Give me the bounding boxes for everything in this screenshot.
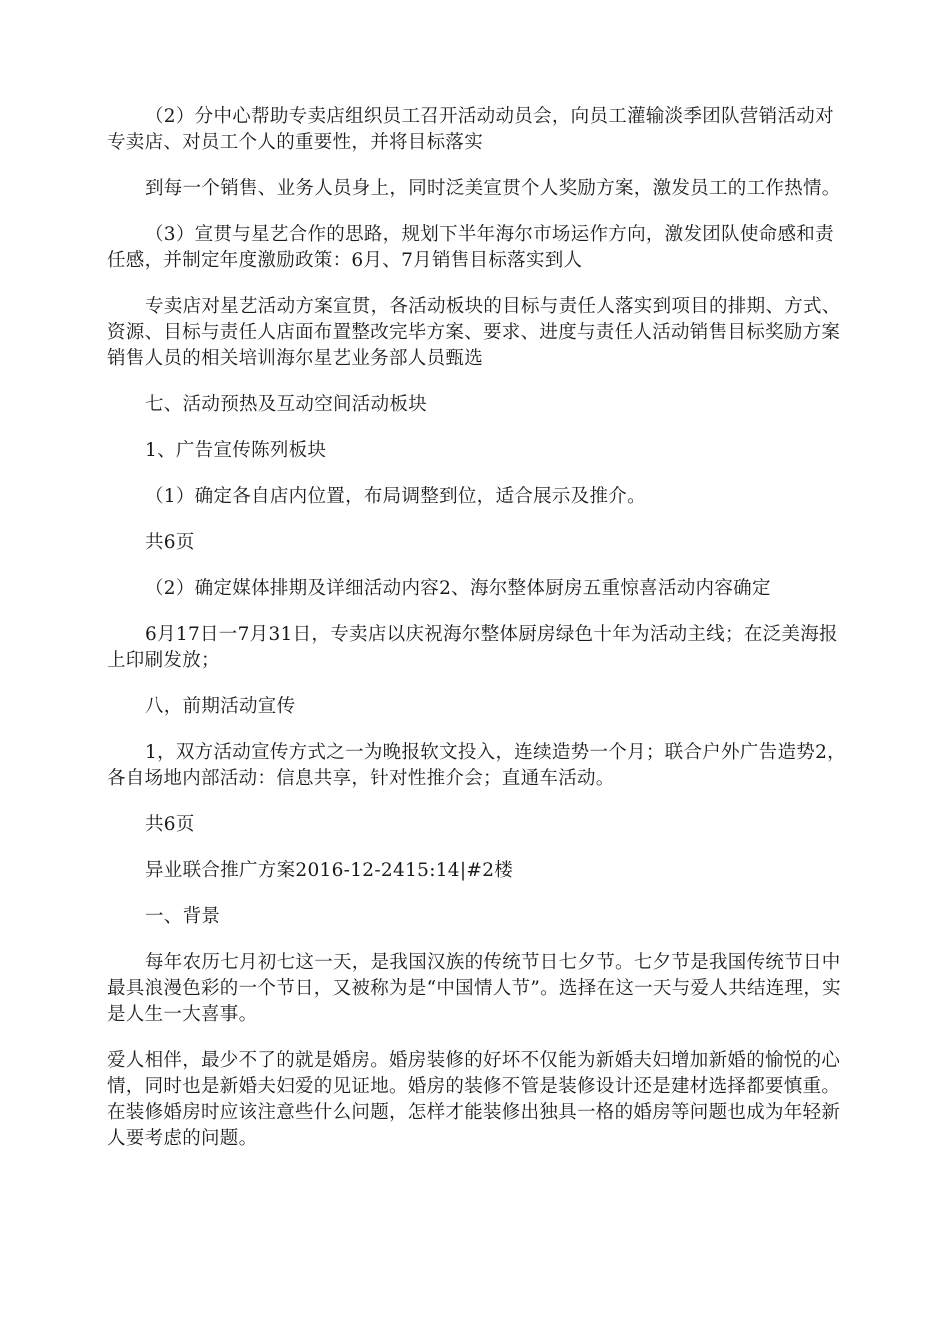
paragraph-17: 爱人相伴，最少不了的就是婚房。婚房装修的好坏不仅能为新婚夫妇增加新婚的愉悦的心情，同时也是新婚夫妇爱的见证地。婚房的装修不管是装修设计还是建材选择都要慎重。在装修婚房时应该注意些什么问题，怎样才能装修出独具一格的婚房等问题也成为年轻新人要考虑的问题。 <box>107 1050 841 1149</box>
document-body <box>107 104 852 1172</box>
section-heading-8: 八，前期活动宣传 <box>145 696 296 717</box>
subsection-heading-1: 1、广告宣传陈列板块 <box>145 440 327 461</box>
page-count-note-1: 共6页 <box>145 532 195 553</box>
paragraph-12: 1，双方活动宣传方式之一为晚报软文投入，连续造势一个月；联合户外广告造势2，各自场地内部活动：信息共享，针对性推介会；直通车活动。 <box>107 742 846 789</box>
page-count-note-2: 共6页 <box>145 814 195 835</box>
post-header: 异业联合推广方案2016-12-2415:14|#2楼 <box>145 860 514 881</box>
paragraph-3: （3）宣贯与星艺合作的思路，规划下半年海尔市场运作方向，激发团队使命感和责任感，并制定年度激励政策：6月、7月销售目标落实到人 <box>107 224 834 271</box>
paragraph-9: （2）确定媒体排期及详细活动内容2、海尔整体厨房五重惊喜活动内容确定 <box>145 578 771 599</box>
section-heading-background: 一、背景 <box>145 906 221 927</box>
paragraph-2: 到每一个销售、业务人员身上，同时泛美宣贯个人奖励方案，激发员工的工作热情。 <box>145 178 841 199</box>
paragraph-10: 6月17日一7月31日，专卖店以庆祝海尔整体厨房绿色十年为活动主线；在泛美海报上印刷发放； <box>107 624 838 671</box>
paragraph-1: （2）分中心帮助专卖店组织员工召开活动动员会，向员工灌输淡季团队营销活动对专卖店、对员工个人的重要性，并将目标落实 <box>107 106 834 153</box>
section-heading-7: 七、活动预热及互动空间活动板块 <box>145 394 428 415</box>
paragraph-7: （1）确定各自店内位置，布局调整到位，适合展示及推介。 <box>145 486 646 507</box>
paragraph-4: 专卖店对星艺活动方案宣贯，各活动板块的目标与责任人落实到项目的排期、方式、资源、目标与责任人店面布置整改完毕方案、要求、进度与责任人活动销售目标奖励方案销售人员的相关培训海尔星艺业务部人员甄选 <box>107 296 841 369</box>
paragraph-16: 每年农历七月初七这一天，是我国汉族的传统节日七夕节。七夕节是我国传统节日中最具浪漫色彩的一个节日，又被称为是“中国情人节”。选择在这一天与爱人共结连理，实是人生一大喜事。 <box>107 952 841 1025</box>
